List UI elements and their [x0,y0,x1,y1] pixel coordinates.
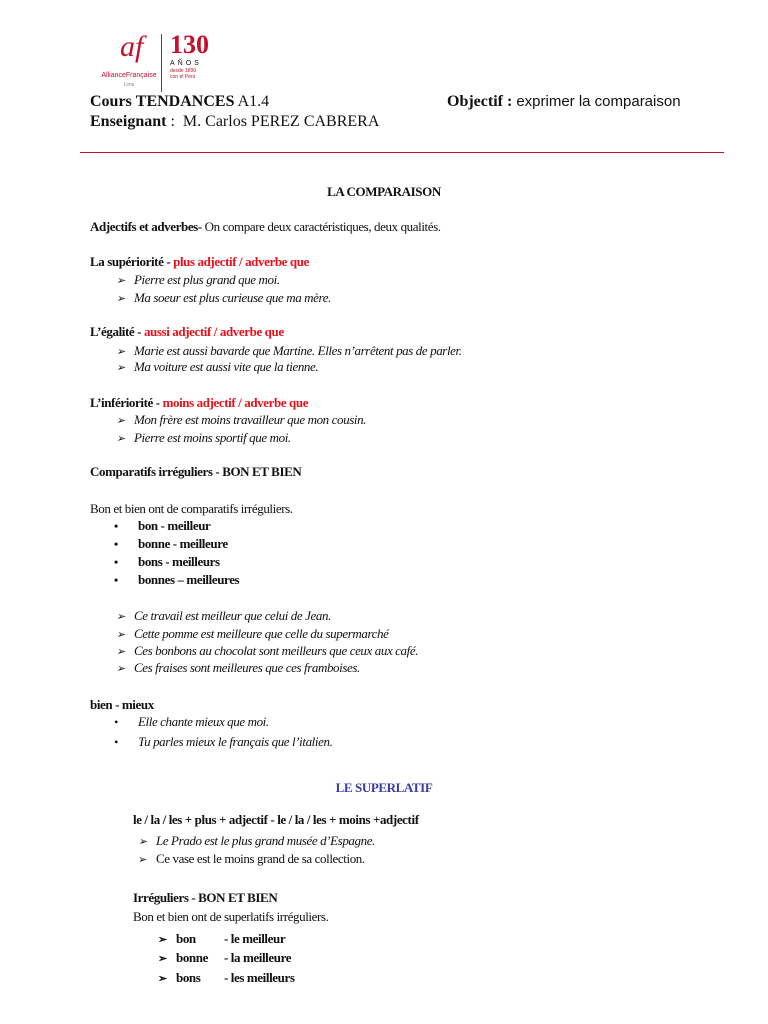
list-item [116,626,388,643]
arrow-bullet-icon: ➢ [116,415,125,427]
intro-bold: Adjectifs et adverbes- [90,219,202,234]
arrow-bullet-icon: ➢ [116,663,125,675]
list-item [114,572,239,588]
objective-label: Objectif : [447,93,513,110]
bullet-text: - la meilleure [224,950,292,965]
objective-text: exprimer la comparaison [516,93,681,110]
example-text: Ces fraises sont meilleures que ces framboises. [134,660,360,675]
logo-mark: af [120,30,144,63]
anniversary-number: 130 [170,30,209,59]
inferiority-heading [90,395,308,411]
list-item [116,412,366,429]
bullet-dot-icon: • [114,519,118,533]
bullet-text: bons [176,970,201,985]
list-item [158,970,295,987]
bullet-text: bon - meilleur [138,518,211,533]
arrow-bullet-icon: ➢ [116,629,125,641]
irregular-title: Comparatifs irréguliers - BON ET BIEN [90,464,302,479]
superlatif-irregular-title: Irréguliers - BON ET BIEN [133,890,278,905]
arrow-bullet-icon: ➢ [138,854,147,866]
intro-line [90,219,441,235]
bullet-text: - le meilleur [224,931,286,946]
arrow-bullet-icon: ➢ [116,611,125,623]
list-item [116,343,462,360]
objective [447,92,681,112]
inferiority-label: L’infériorité - [90,395,160,410]
bullet-dot-icon: • [114,573,118,587]
list-item [116,290,331,307]
example-text: Le Prado est le plus grand musée d’Espagne. [156,833,375,848]
bullet-text: Tu parles mieux le français que l’italien. [138,734,333,749]
arrow-bullet-icon: ➢ [158,953,167,965]
list-item [114,536,228,552]
example-text: Ce vase est le moins grand de sa collection. [156,851,365,866]
document-header [90,92,720,132]
teacher-colon: : [170,113,175,130]
example-text: Pierre est moins sportif que moi. [134,430,291,445]
example-text: Ma soeur est plus curieuse que ma mère. [134,290,331,305]
list-item [138,833,375,850]
arrow-bullet-icon: ➢ [116,275,125,287]
equality-label: L’égalité - [90,324,142,339]
arrow-bullet-icon: ➢ [158,934,167,946]
list-item [116,430,291,447]
list-item [114,734,332,750]
course-name: TENDANCES [135,93,235,110]
header-rule [80,152,724,153]
superiority-heading [90,254,309,270]
list-item [116,608,331,625]
bullet-text: - les meilleurs [224,970,295,985]
teacher-label: Enseignant [90,113,167,130]
superiority-rule: plus adjectif / adverbe que [173,254,309,269]
irregular-intro: Bon et bien ont de comparatifs irréguliers. [90,501,293,516]
section-title: LA COMPARAISON [327,184,441,199]
bullet-text: bonnes – meilleures [138,572,240,587]
equality-rule: aussi adjectif / adverbe que [143,324,284,339]
arrow-bullet-icon: ➢ [116,293,125,305]
list-item [114,518,210,534]
example-text: Cette pomme est meilleure que celle du supermarché [134,626,389,641]
bullet-dot-icon: • [114,715,118,729]
list-item [116,643,418,660]
example-text: Marie est aussi bavarde que Martine. Elles n’arrêtent pas de parler. [134,343,462,358]
intro-text: On compare deux caractéristiques, deux qualités. [204,219,441,234]
superlatif-irregular-intro: Bon et bien ont de superlatifs irréguliers. [133,909,329,924]
course-label: Cours [90,93,132,110]
list-item [114,714,269,730]
anniversary-country: con el Perú [170,74,196,80]
anniversary-badge [170,32,230,80]
arrow-bullet-icon: ➢ [116,346,125,358]
example-text: Mon frère est moins travailleur que mon cousin. [134,412,367,427]
bullet-text: Elle chante mieux que moi. [138,714,269,729]
inferiority-rule: moins adjectif / adverbe que [162,395,309,410]
superlatif-rule: le / la / les + plus + adjectif - le / la / les + moins +adjectif [133,812,419,827]
list-item [138,851,365,868]
list-item [114,554,220,570]
equality-heading [90,324,284,340]
alliance-francaise-logo [101,30,222,92]
bullet-text: bon [176,931,196,946]
logo-city: Lima [123,82,135,88]
list-item [116,359,318,376]
arrow-bullet-icon: ➢ [116,433,125,445]
example-text: Ce travail est meilleur que celui de Jean. [134,608,331,623]
arrow-bullet-icon: ➢ [116,646,125,658]
arrow-bullet-icon: ➢ [138,836,147,848]
bien-title: bien - mieux [90,697,154,712]
bullet-text: bons - meilleurs [138,554,220,569]
list-item [116,660,360,677]
example-text: Ma voiture est aussi vite que la tienne. [134,359,319,374]
anniversary-word: AÑOS [170,60,202,67]
arrow-bullet-icon: ➢ [158,973,167,985]
superiority-label: La supériorité - [90,254,171,269]
bullet-dot-icon: • [114,537,118,551]
list-item [116,272,280,289]
course-level: A1.4 [237,93,270,110]
superlatif-title: LE SUPERLATIF [335,780,433,795]
example-text: Ces bonbons au chocolat sont meilleurs que ceux aux café. [134,643,419,658]
list-item [158,950,291,967]
bullet-text: bonne - meilleure [138,536,228,551]
list-item [158,931,285,948]
bullet-dot-icon: • [114,555,118,569]
anniversary-since: desde 1890 [170,68,197,74]
bullet-text: bonne [176,950,208,965]
arrow-bullet-icon: ➢ [116,362,125,374]
logo-name: AllianceFrançaise [101,72,157,79]
bullet-dot-icon: • [114,735,118,749]
teacher-name: M. Carlos PEREZ CABRERA [182,113,380,130]
example-text: Pierre est plus grand que moi. [134,272,280,287]
logo-divider [161,34,162,92]
